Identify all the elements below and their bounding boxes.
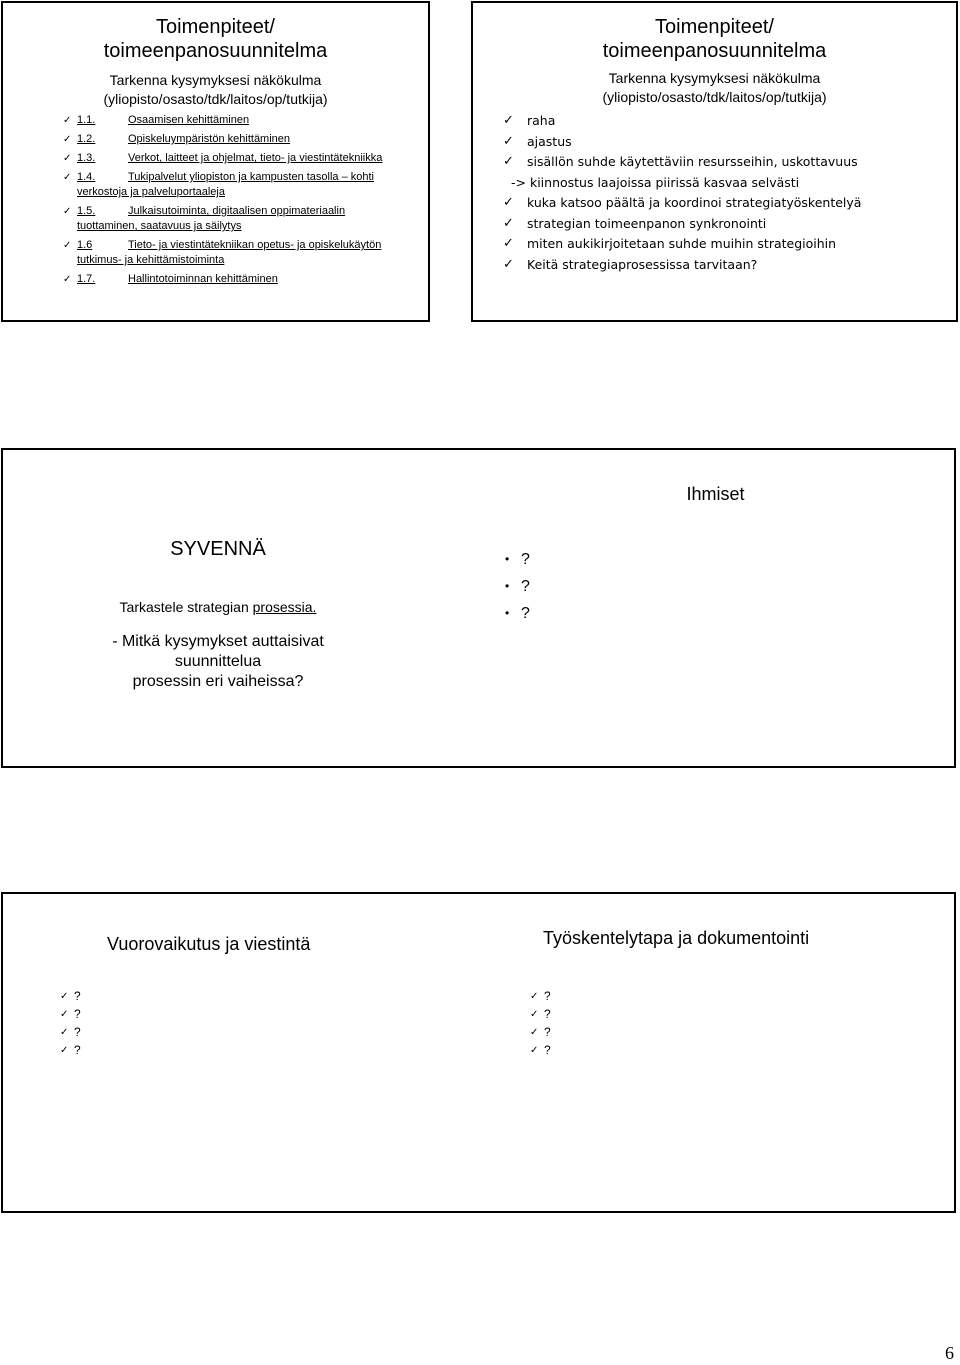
check-icon: ✓	[63, 115, 72, 126]
list-item: ✓ 1.1. Osaamisen kehittäminen	[63, 114, 250, 126]
check-icon: ✓	[503, 133, 514, 149]
list-item: ✓ 1.5. Julkaisutoiminta, digitaalisen oppimateriaalin tuottaminen, saatavuus ja säilytys	[63, 205, 346, 232]
list-item: ✓ 1.2. Opiskeluympäristön kehittäminen	[63, 133, 291, 145]
question-line2: suunnittelua	[174, 653, 262, 670]
tyoskentelytapa-title: Työskentelytapa ja dokumentointi	[543, 928, 810, 948]
slide-syvenna	[1, 448, 956, 768]
vuorovaikutus-title: Vuorovaikutus ja viestintä	[107, 934, 311, 954]
slide-toimenpiteet-2	[471, 1, 958, 322]
list-item: ✓ raha	[503, 111, 943, 132]
list-item: • ?	[511, 600, 530, 627]
tyoskentelytapa-list	[530, 987, 551, 1059]
slide2-subtitle	[473, 69, 956, 107]
list-item: • ?	[511, 573, 530, 600]
list-item: -> kiinnostus laajoissa piirissä kasvaa selvästi	[511, 174, 800, 190]
check-icon: ✓	[60, 991, 69, 1002]
check-icon: ✓	[530, 1027, 539, 1038]
list-item: ✓ ?	[60, 1005, 81, 1023]
slide1-list	[63, 113, 403, 291]
list-item: ✓ ?	[60, 987, 81, 1005]
question-line3: prosessin eri vaiheissa?	[132, 673, 304, 690]
list-item: ✓ sisällön suhde käytettäviin resursseihin, uskottavuus	[503, 152, 943, 173]
check-icon: ✓	[63, 172, 72, 183]
list-item: • ?	[511, 546, 530, 573]
process-link[interactable]: prosessia.	[252, 599, 317, 615]
check-icon: ✓	[530, 1045, 539, 1056]
slide2-subtitle-line2: (yliopisto/osasto/tdk/laitos/op/tutkija)	[602, 89, 827, 105]
slide2-list	[503, 111, 943, 275]
list-item: ✓ ?	[530, 1041, 551, 1059]
check-icon: ✓	[60, 1009, 69, 1020]
list-item: ✓ 1.7. Hallintotoiminnan kehittäminen	[63, 273, 278, 285]
slide-toimenpiteet-1	[1, 1, 430, 322]
check-icon: ✓	[503, 195, 514, 210]
check-icon: ✓	[503, 113, 514, 128]
slide2-title-line1: Toimenpiteet/	[655, 16, 774, 38]
check-icon: ✓	[503, 215, 514, 231]
slide1-title-line2: toimeenpanosuunnitelma	[103, 40, 328, 62]
instruction-text: Tarkastele strategian prosessia.	[119, 599, 317, 615]
list-item: ✓ Keitä strategiaprosessissa tarvitaan?	[503, 255, 943, 276]
slide2-title-line2: toimeenpanosuunnitelma	[602, 40, 827, 62]
check-icon: ✓	[503, 256, 514, 272]
list-item: ✓ 1.3. Verkot, laitteet ja ohjelmat, tieto- ja viestintätekniikka	[63, 152, 383, 164]
vuorovaikutus-list	[60, 987, 81, 1059]
question-line1: - Mitkä kysymykset auttaisivat	[112, 633, 324, 650]
list-item: ✓ ?	[530, 987, 551, 1005]
slide-vuorovaikutus	[1, 892, 956, 1213]
check-icon: ✓	[60, 1027, 69, 1038]
list-item: ✓ ?	[60, 1041, 81, 1059]
slide2-title	[473, 15, 956, 63]
check-icon: ✓	[530, 1009, 539, 1020]
list-item: ✓ ajastus	[503, 132, 943, 153]
ihmiset-list	[511, 546, 530, 627]
check-icon: ✓	[60, 1045, 69, 1056]
slide1-title-line1: Toimenpiteet/	[156, 16, 275, 38]
slide2-subtitle-line1: Tarkenna kysymyksesi näkökulma	[608, 70, 821, 86]
list-item: ✓ ?	[530, 1023, 551, 1041]
check-icon: ✓	[503, 154, 514, 169]
slide1-subtitle	[3, 71, 428, 109]
syvenna-title: SYVENNÄ	[170, 538, 266, 560]
list-item: ✓ 1.4. Tukipalvelut yliopiston ja kampusten tasolla – kohti verkostoja ja palveluportaaleja	[63, 171, 375, 198]
page-number: 6	[945, 1343, 954, 1363]
slide1-subtitle-line1: Tarkenna kysymyksesi näkökulma	[109, 72, 322, 88]
question-text	[3, 632, 433, 692]
list-item: ✓ kuka katsoo päältä ja koordinoi strategiatyöskentelyä	[503, 193, 943, 214]
check-icon: ✓	[63, 134, 72, 145]
list-item: ✓ miten aukikirjoitetaan suhde muihin strategioihin	[503, 234, 943, 255]
check-icon: ✓	[503, 236, 514, 251]
check-icon: ✓	[63, 274, 72, 285]
check-icon: ✓	[530, 991, 539, 1002]
check-icon: ✓	[63, 240, 72, 251]
ihmiset-title: Ihmiset	[686, 484, 745, 504]
list-item: ✓ ?	[60, 1023, 81, 1041]
check-icon: ✓	[63, 153, 72, 164]
slide1-title	[3, 15, 428, 63]
list-item: ✓ ?	[530, 1005, 551, 1023]
list-item: ✓ 1.6 Tieto- ja viestintätekniikan opetus- ja opiskelukäytön tutkimus- ja kehittämistoiminta	[63, 239, 382, 266]
slide1-subtitle-line2: (yliopisto/osasto/tdk/laitos/op/tutkija)	[103, 91, 328, 107]
list-item: ✓ strategian toimeenpanon synkronointi	[503, 214, 943, 235]
check-icon: ✓	[63, 206, 72, 217]
